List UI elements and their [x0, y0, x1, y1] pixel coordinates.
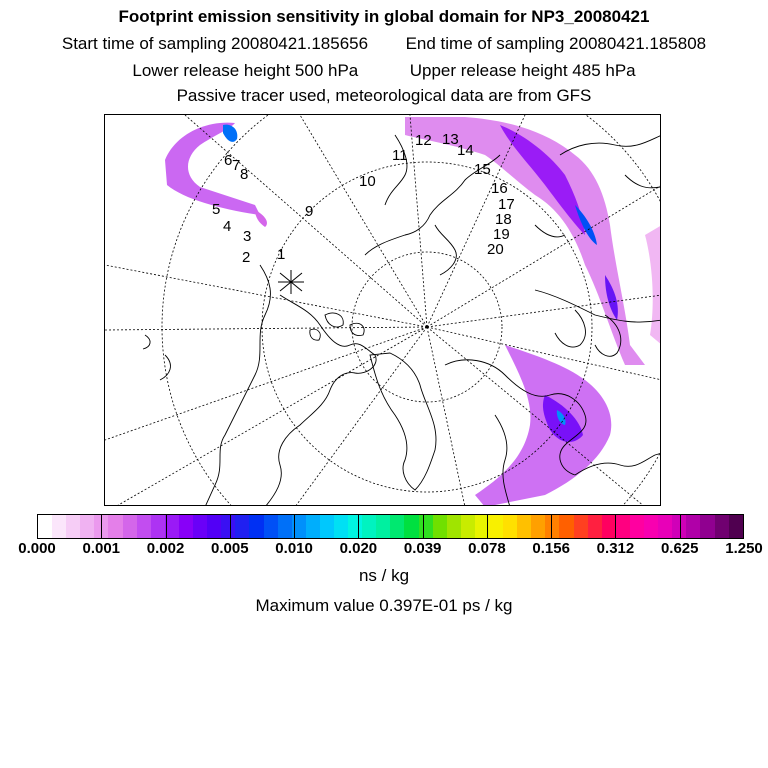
sensitivity-core-nw — [223, 125, 237, 142]
colorbar-cell — [221, 515, 235, 538]
meridian-3 — [105, 327, 427, 440]
lower-height-label: Lower release height 500 hPa — [132, 61, 359, 80]
colorbar-cell — [193, 515, 207, 538]
colorbar-cell — [517, 515, 531, 538]
track-label-12: 12 — [415, 132, 432, 149]
track-labels — [212, 131, 515, 266]
colorbar-cell — [700, 515, 714, 538]
colorbar-cell — [447, 515, 461, 538]
track-label-8: 8 — [240, 166, 249, 183]
release-location-marker — [278, 270, 304, 294]
sampling-time-line — [0, 34, 768, 54]
colorbar-cell — [461, 515, 475, 538]
coastline-aleutian — [385, 135, 407, 205]
colorbar-tick-label: 0.001 — [82, 540, 121, 557]
colorbar-cell — [602, 515, 616, 538]
colorbar-cell — [137, 515, 151, 538]
start-time-label: Start time of sampling 20080421.185656 — [61, 34, 369, 53]
colorbar-tick-label: 0.020 — [339, 540, 378, 557]
colorbar-unit: ns / kg — [358, 566, 410, 585]
colorbar-tick-label: 0.156 — [532, 540, 570, 557]
meridian-8 — [427, 185, 661, 327]
sensitivity-patch-se — [475, 345, 611, 506]
colorbar-tick-label: 0.625 — [660, 540, 699, 557]
colorbar-cell — [715, 515, 729, 538]
sensitivity-patch-small — [255, 210, 267, 227]
upper-height-label: Upper release height 485 hPa — [409, 61, 636, 80]
colorbar-cell — [376, 515, 390, 538]
colorbar-cell — [574, 515, 588, 538]
track-label-20: 20 — [487, 241, 504, 258]
colorbar-cell — [207, 515, 221, 538]
track-label-19: 19 — [493, 226, 510, 243]
coastline-kamchatka — [625, 175, 660, 188]
track-label-18: 18 — [495, 211, 512, 228]
meridian-12 — [427, 327, 465, 506]
release-height-line — [0, 61, 768, 81]
colorbar-cell — [658, 515, 672, 538]
colorbar-cell — [503, 515, 517, 538]
colorbar-cell — [306, 515, 320, 538]
colorbar-tick-label: 0.000 — [18, 540, 56, 557]
coastline-island-5 — [310, 329, 320, 340]
colorbar-cell — [108, 515, 122, 538]
colorbar-cell — [80, 515, 94, 538]
track-label-6: 6 — [224, 152, 233, 169]
colorbar-cell — [123, 515, 137, 538]
track-label-2: 2 — [242, 249, 251, 266]
colorbar — [37, 514, 744, 539]
maximum-value-label: Maximum value 0.397E-01 ps / kg — [255, 596, 513, 615]
coastline-island-1 — [160, 355, 170, 380]
meridian-13 — [295, 327, 427, 506]
coastline-east-siberia — [535, 225, 565, 237]
track-label-3: 3 — [243, 228, 252, 245]
sensitivity-patch-east-edge — [645, 225, 661, 345]
track-label-5: 5 — [212, 201, 221, 218]
colorbar-cell — [278, 515, 292, 538]
map-canvas — [105, 115, 661, 506]
meridian-4 — [185, 115, 427, 327]
track-label-17: 17 — [498, 196, 515, 213]
colorbar-cell — [151, 515, 165, 538]
colorbar-cell — [588, 515, 602, 538]
track-label-11: 11 — [392, 147, 408, 164]
colorbar-cell — [362, 515, 376, 538]
colorbar-cell — [179, 515, 193, 538]
colorbar-cell — [404, 515, 418, 538]
coastline-scandinavia — [535, 290, 661, 322]
colorbar-cell — [292, 515, 306, 538]
colorbar-cell — [475, 515, 489, 538]
colorbar-cell — [672, 515, 686, 538]
colorbar-tick-label: 0.005 — [211, 540, 249, 557]
colorbar-tick-label: 0.002 — [146, 540, 185, 557]
colorbar-cell — [334, 515, 348, 538]
coastline-canadian-archipelago — [265, 295, 376, 506]
colorbar-cell — [729, 515, 743, 538]
track-label-14: 14 — [457, 142, 474, 159]
colorbar-cell — [489, 515, 503, 538]
coastline-greenland — [370, 353, 436, 490]
colorbar-cell — [66, 515, 80, 538]
colorbar-cell — [94, 515, 108, 538]
coastline-norway-coast — [555, 310, 585, 347]
meridian-1 — [105, 265, 427, 327]
colorbar-cell — [644, 515, 658, 538]
colorbar-cell — [419, 515, 433, 538]
colorbar-cell — [249, 515, 263, 538]
colorbar-cell — [433, 515, 447, 538]
colorbar-cell — [390, 515, 404, 538]
colorbar-tick-label: 0.010 — [275, 540, 313, 557]
colorbar-cell — [264, 515, 278, 538]
coastline-island-2 — [143, 335, 150, 349]
track-label-15: 15 — [474, 161, 491, 178]
colorbar-tick-label: 0.078 — [468, 540, 506, 557]
colorbar-cell — [38, 515, 52, 538]
track-label-1: 1 — [277, 246, 286, 263]
colorbar-cell — [545, 515, 559, 538]
colorbar-cell — [165, 515, 179, 538]
colorbar-cell — [320, 515, 334, 538]
track-label-16: 16 — [491, 180, 508, 197]
polar-map — [104, 114, 661, 506]
track-label-4: 4 — [223, 218, 232, 235]
meridian-5 — [300, 115, 427, 327]
meridian-2 — [105, 327, 427, 330]
track-label-13: 13 — [442, 131, 459, 148]
coastline-island-3 — [325, 313, 343, 327]
tracer-note: Passive tracer used, meteorological data are from GFS — [176, 86, 592, 105]
colorbar-cell — [686, 515, 700, 538]
colorbar-cell — [616, 515, 630, 538]
track-label-10: 10 — [359, 173, 376, 190]
track-label-7: 7 — [232, 157, 241, 174]
end-time-label: End time of sampling 20080421.185808 — [405, 34, 707, 53]
colorbar-cell — [559, 515, 573, 538]
colorbar-cell — [348, 515, 362, 538]
coastline-chukotka — [435, 225, 456, 275]
colorbar-cell — [52, 515, 66, 538]
coastline-far-east-asia — [560, 135, 661, 155]
colorbar-cell — [235, 515, 249, 538]
colorbar-cell — [531, 515, 545, 538]
colorbar-cell — [630, 515, 644, 538]
track-label-9: 9 — [305, 203, 314, 220]
colorbar-tick-label: 0.312 — [596, 540, 635, 557]
colorbar-tick-label: 0.039 — [403, 540, 442, 557]
figure-title: Footprint emission sensitivity in global domain for NP3_20080421 — [118, 7, 650, 26]
colorbar-tick-label: 1.250 — [725, 540, 763, 557]
